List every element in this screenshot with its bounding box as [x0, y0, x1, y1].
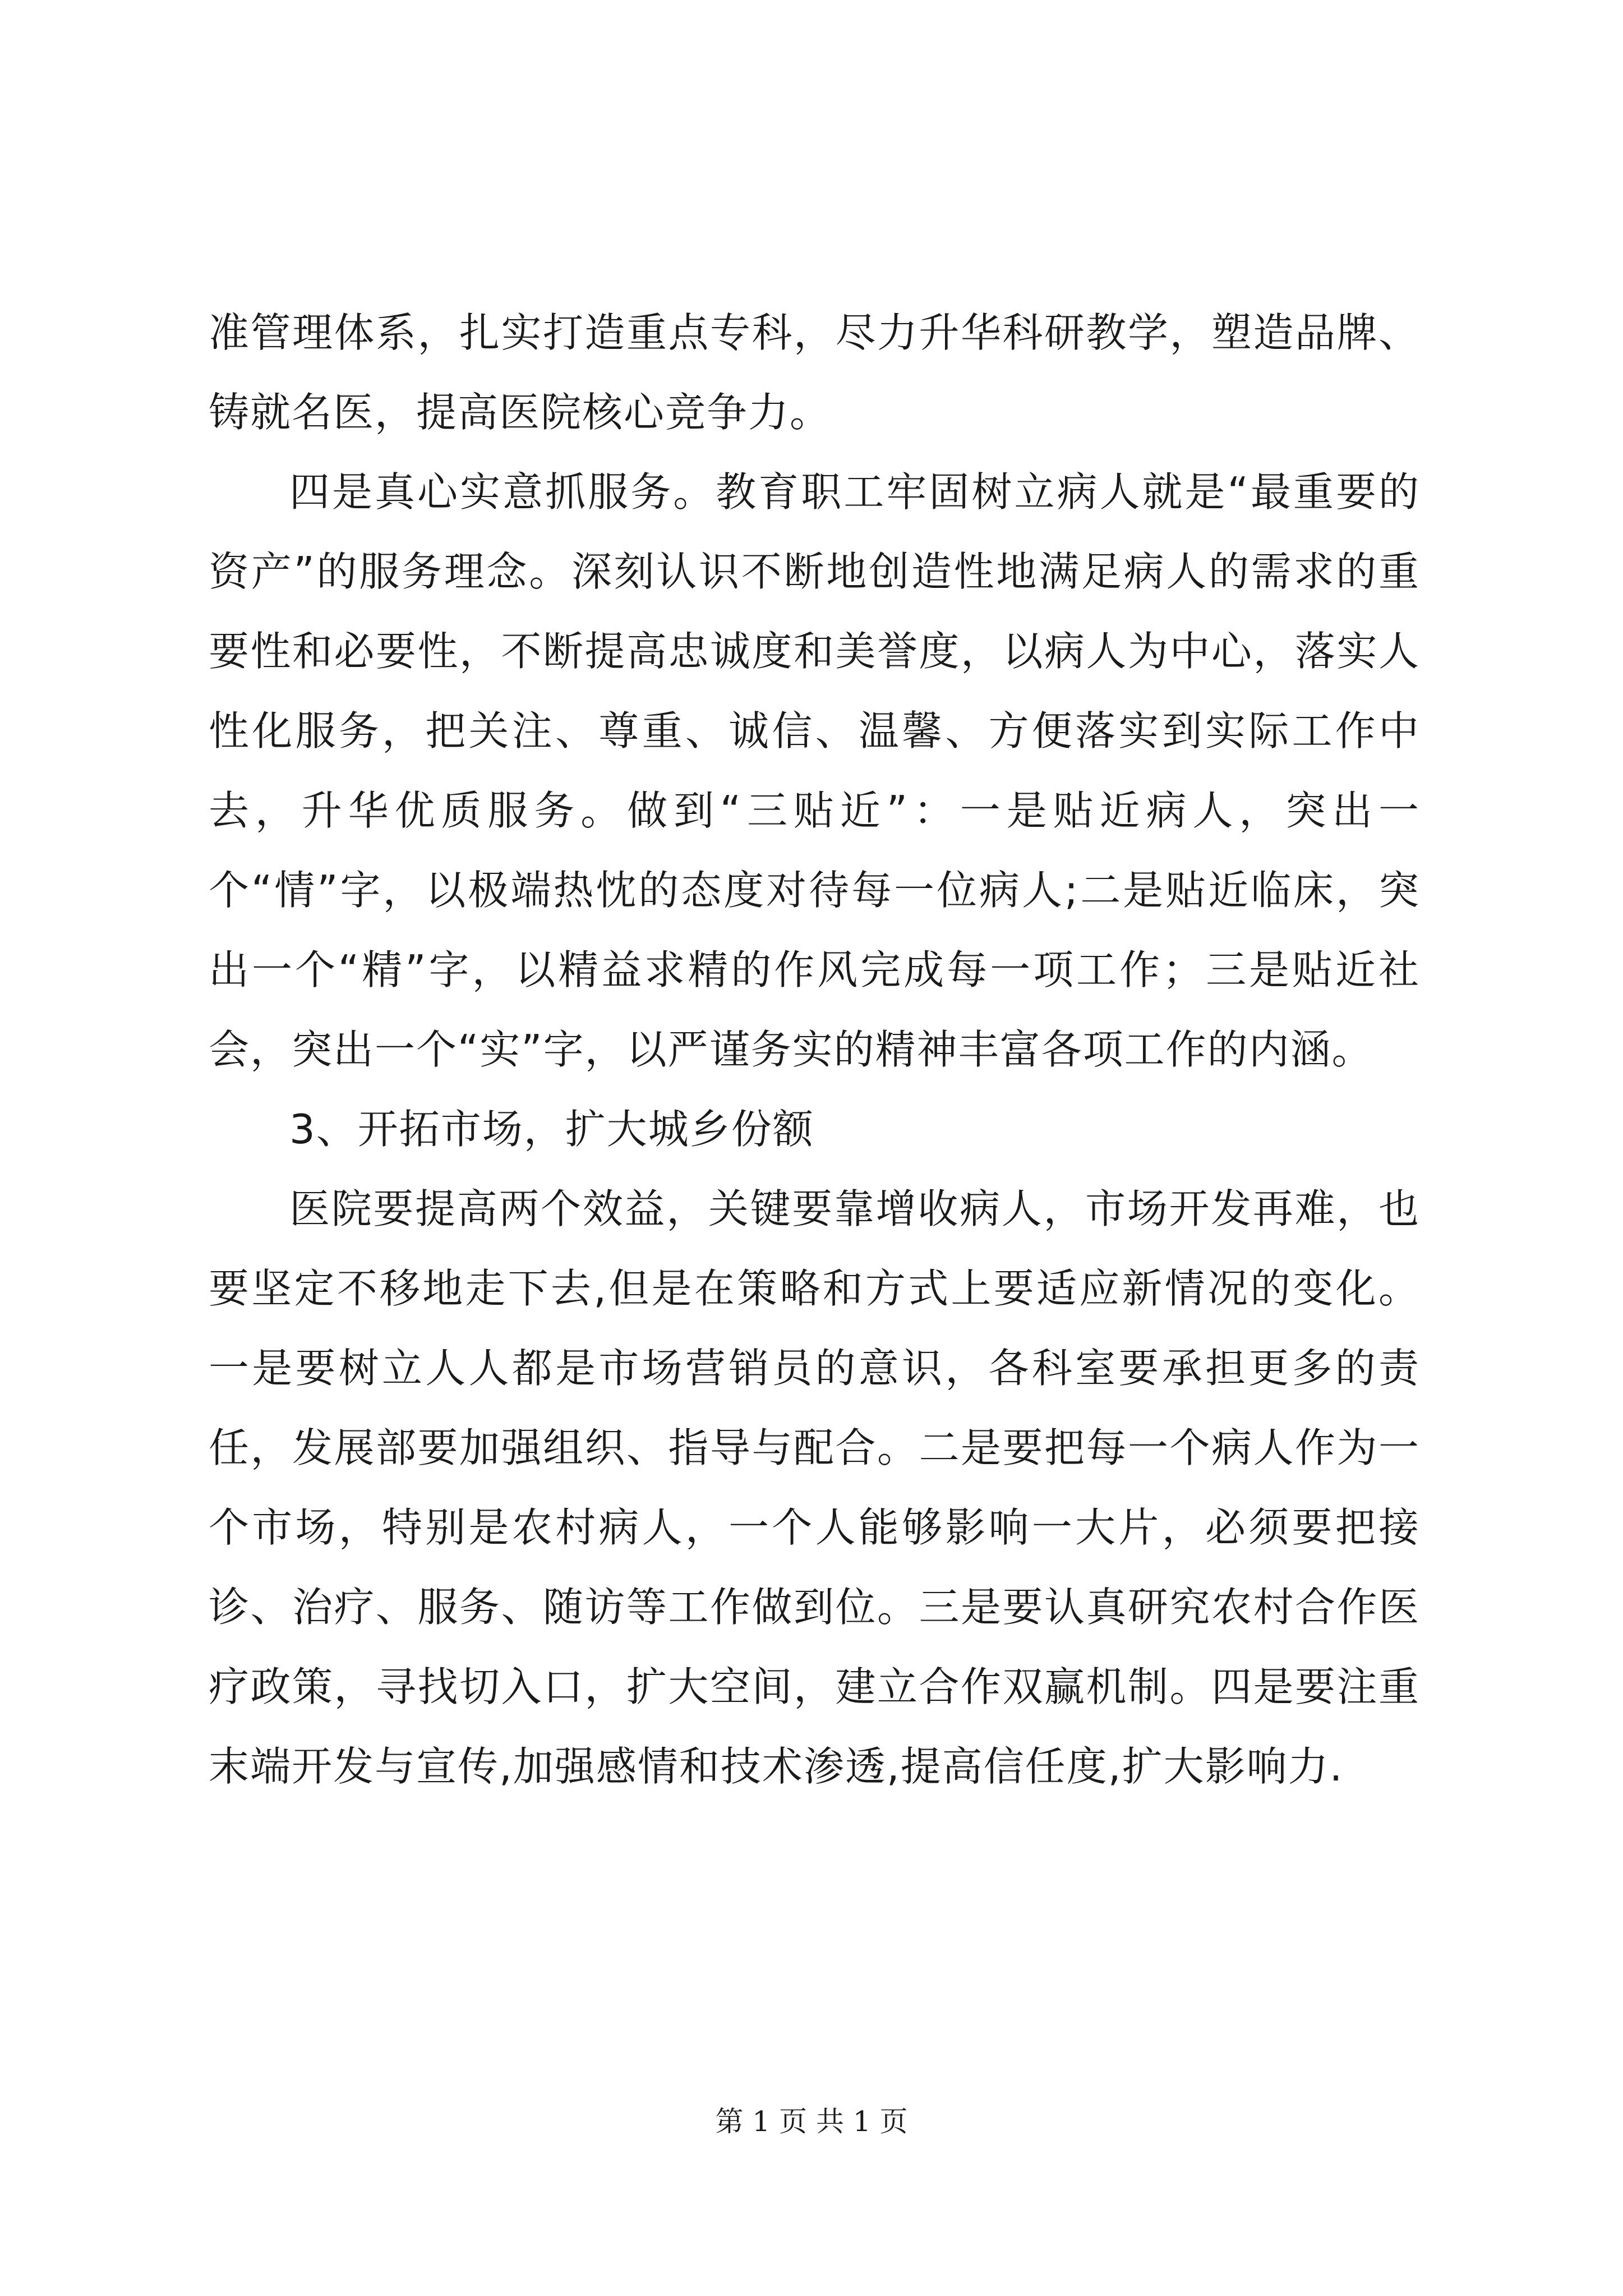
document-body — [209, 293, 1420, 1806]
paragraph-service: 四是真心实意抓服务。教育职工牢固树立病人就是“最重要的资产”的服务理念。深刻认识不断地创造性地满足病人的需求的重要性和必要性，不断提高忠诚度和美誉度，以病人为中心，落实人性化服务，把关注、尊重、诚信、温馨、方便落实到实际工作中去，升华优质服务。做到“三贴近”：一是贴近病人，突出一个“情”字，以极端热忱的态度对待每一位病人;二是贴近临床，突出一个“精”字，以精益求精的作风完成每一项工作；三是贴近社会，突出一个“实”字，以严谨务实的精神丰富各项工作的内涵。 — [209, 468, 1420, 1073]
paragraph-continuation: 准管理体系，扎实打造重点专科，尽力升华科研教学，塑造品牌、铸就名医，提高医院核心竞争力。 — [209, 309, 1420, 436]
section-heading: 3、开拓市场，扩大城乡份额 — [289, 1106, 814, 1153]
page-footer: 第 1 页 共 1 页 — [715, 2105, 908, 2138]
paragraph-market: 医院要提高两个效益，关键要靠增收病人，市场开发再难，也要坚定不移地走下去,但是在策略和方式上要适应新情况的变化。一是要树立人人都是市场营销员的意识，各科室要承担更多的责任，发展部要加强组织、指导与配合。二是要把每一个病人作为一个市场，特别是农村病人，一个人能够影响一大片，必须要把接诊、治疗、服务、随访等工作做到位。三是要认真研究农村合作医疗政策，寻找切入口，扩大空间，建立合作双赢机制。四是要注重末端开发与宣传,加强感情和技术渗透,提高信任度,扩大影响力. — [209, 1185, 1420, 1790]
